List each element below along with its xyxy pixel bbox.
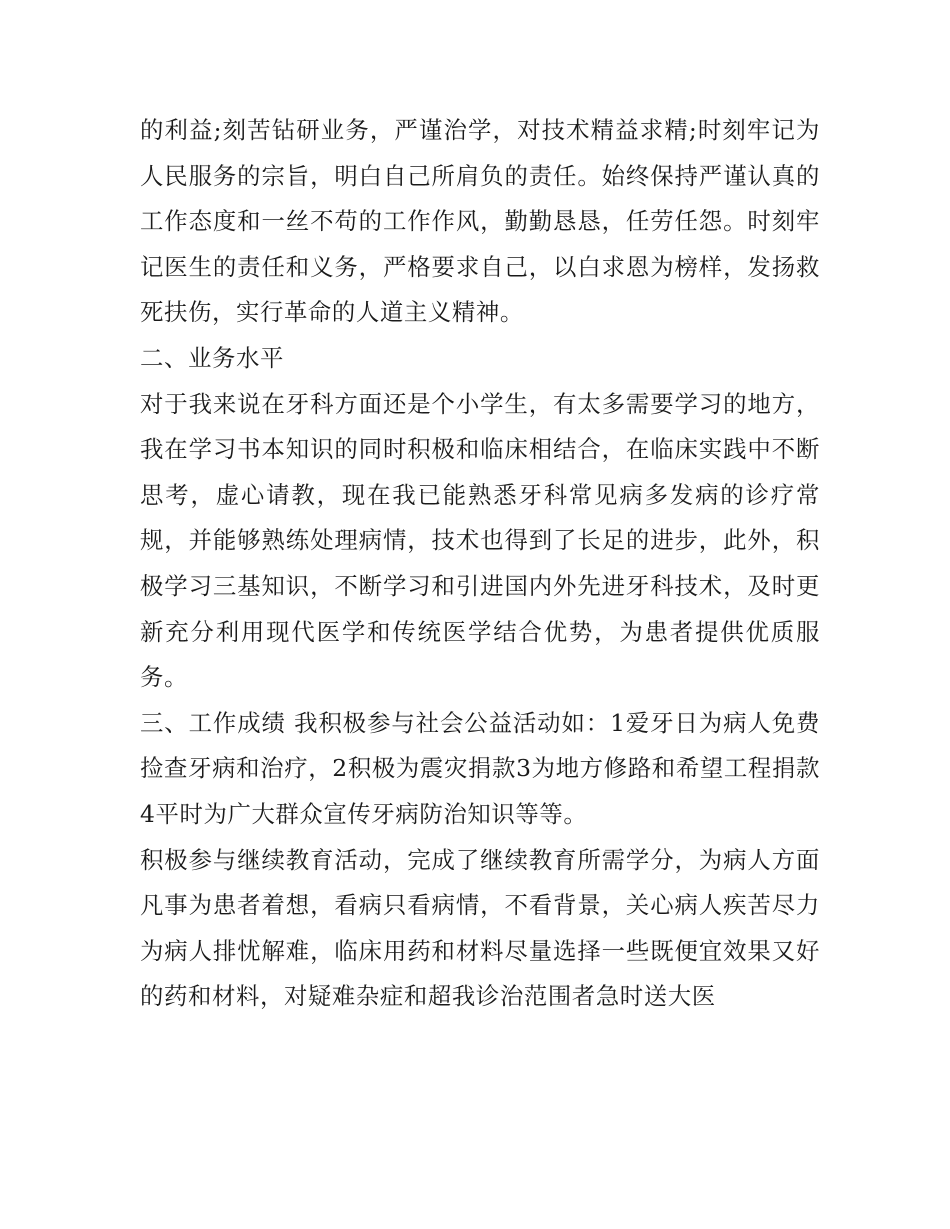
paragraph-professional-level: 对于我来说在牙科方面还是个小学生，有太多需要学习的地方，我在学习书本知识的同时积极和临床相结合，在临床实践中不断思考，虚心请教，现在我已能熟悉牙科常见病多发病的诊疗常规，并能够熟练处理病情，技术也得到了长足的进步，此外，积极学习三基知识，不断学习和引进国内外先进牙科技术，及时更新充分利用现代医学和传统医学结合优势，为患者提供优质服务。 <box>140 389 820 692</box>
paragraph-work-achievements: 三、工作成绩 我积极参与社会公益活动如：1爱牙日为病人免费捡查牙病和治疗，2积极为震灾捐款3为地方修路和希望工程捐款4平时为广大群众宣传牙病防治知识等等。 <box>140 708 820 828</box>
document-body <box>140 108 820 1020</box>
section-heading-professional-level: 二、业务水平 <box>140 343 284 372</box>
paragraph-continuing-education: 积极参与继续教育活动，完成了继续教育所需学分，为病人方面凡事为患者着想，看病只看病情，不看背景，关心病人疾苦尽力为病人排忧解难，临床用药和材料尽量选择一些既便宜效果又好的药和材料，对疑难杂症和超我诊治范围者急时送大医 <box>140 845 820 1011</box>
paragraph-conduct: 的利益;刻苦钻研业务，严谨治学，对技术精益求精;时刻牢记为人民服务的宗旨，明白自己所肩负的责任。始终保持严谨认真的工作态度和一丝不苟的工作作风，勤勤恳恳，任劳任怨。时刻牢记医生的责任和义务，严格要求自己，以白求恩为榜样，发扬救死扶伤，实行革命的人道主义精神。 <box>140 116 820 327</box>
